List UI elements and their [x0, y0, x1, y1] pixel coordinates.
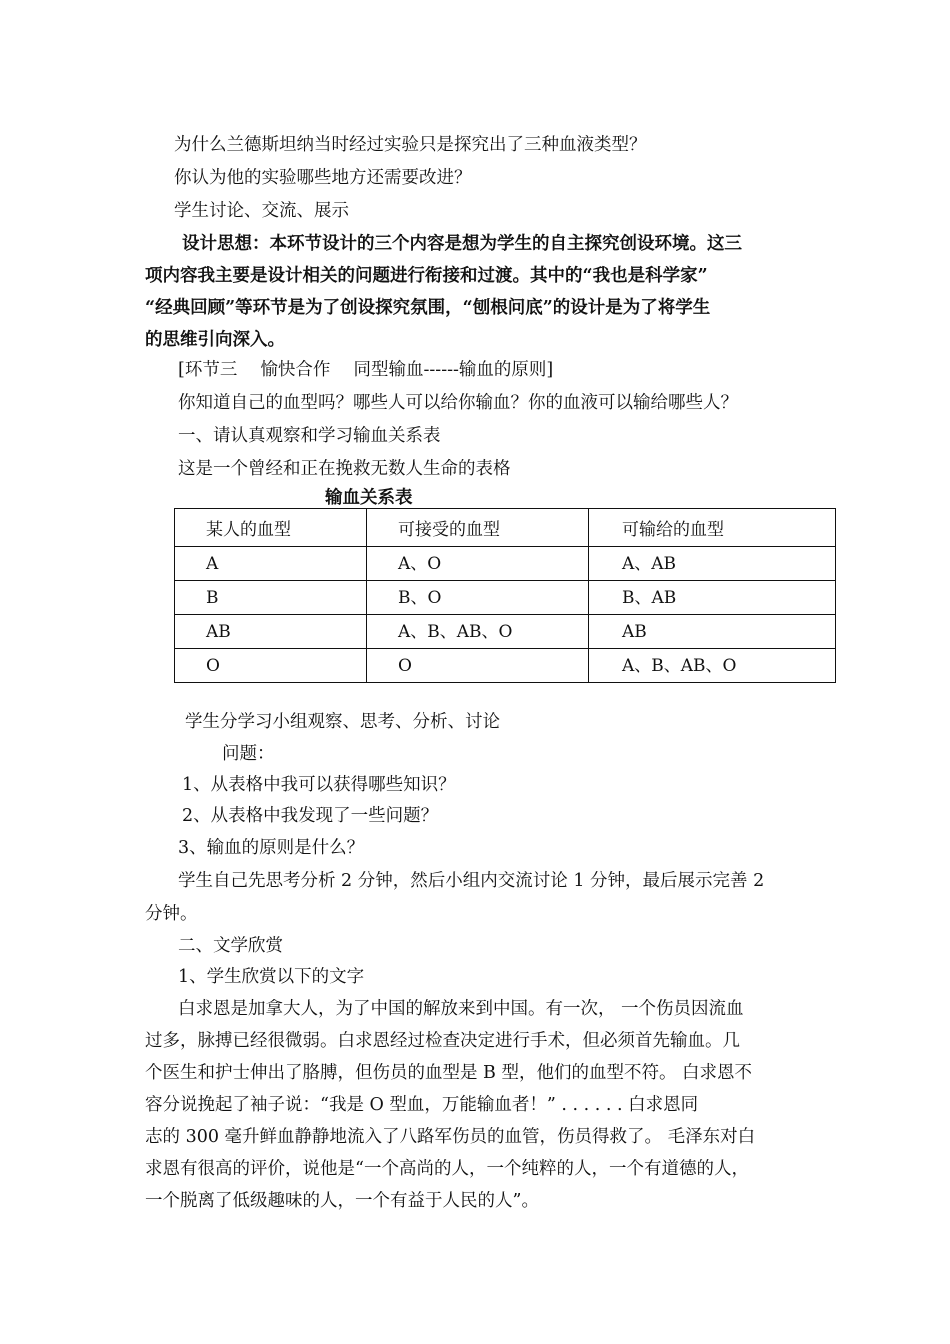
design-idea-text: “经典回顾”等环节是为了创设探究氛围，“刨根问底”的设计是为了将学生 [145, 298, 711, 318]
table-intro-text: 这是一个曾经和正在挽救无数人生命的表格 [178, 459, 511, 479]
paragraph-line: 过多，脉搏已经很微弱。白求恩经过检查决定进行手术，但必须首先输血。几 [145, 1031, 740, 1051]
table-title: 输血关系表 [325, 488, 413, 508]
table-cell: A、AB [589, 547, 836, 581]
activity-text: 学生分学习小组观察、思考、分析、讨论 [185, 712, 500, 732]
question-item: 3、输血的原则是什么？ [178, 838, 365, 858]
question-text: 你认为他的实验哪些地方还需要改进？ [174, 168, 472, 188]
table-row [175, 649, 836, 683]
design-idea-text: 项内容我主要是设计相关的问题进行衔接和过渡。其中的“我也是科学家” [145, 266, 708, 286]
question-item: 1、从表格中我可以获得哪些知识？ [182, 775, 456, 795]
table-row [175, 615, 836, 649]
table-cell: A、O [367, 547, 589, 581]
table-header-cell: 某人的血型 [175, 509, 367, 547]
step-heading: 一、请认真观察和学习输血关系表 [178, 426, 441, 446]
question-text: 你知道自己的血型吗？哪些人可以给你输血？你的血液可以输给哪些人？ [178, 393, 738, 413]
table-header-cell: 可接受的血型 [367, 509, 589, 547]
table-cell: A、B、AB、O [367, 615, 589, 649]
question-item: 2、从表格中我发现了一些问题？ [182, 806, 439, 826]
table-cell: B [175, 581, 367, 615]
paragraph-line: 志的 300 毫升鲜血静静地流入了八路军伤员的血管，伤员得救了。 毛泽东对白 [145, 1127, 756, 1147]
paragraph-line: 个医生和护士伸出了胳膊，但伤员的血型是 B 型，他们的血型不符。 白求恩不 [145, 1063, 753, 1083]
paragraph-line: 容分说挽起了袖子说：“我是 O 型血，万能输血者！” . . . . . . 白求恩同 [145, 1095, 699, 1115]
table-cell: A、B、AB、O [589, 649, 836, 683]
table-cell: AB [175, 615, 367, 649]
section-heading: 二、文学欣赏 [178, 936, 283, 956]
questions-label: 问题： [222, 744, 275, 764]
blood-transfusion-table [174, 508, 836, 683]
paragraph-line: 求恩有很高的评价，说他是“一个高尚的人，一个纯粹的人，一个有道德的人， [145, 1159, 749, 1179]
table-row [175, 547, 836, 581]
activity-text: 学生讨论、交流、展示 [174, 201, 349, 221]
table-cell: O [175, 649, 367, 683]
section-heading: [环节三 愉快合作 同型输血------输血的原则] [178, 360, 554, 380]
time-allocation-text: 分钟。 [145, 904, 198, 924]
design-idea-text: 设计思想：本环节设计的三个内容是想为学生的自主探究创设环境。这三 [182, 234, 742, 254]
design-idea-text: 的思维引向深入。 [145, 330, 285, 350]
table-cell: A [175, 547, 367, 581]
sub-heading: 1、学生欣赏以下的文字 [178, 967, 365, 987]
table-cell: B、AB [589, 581, 836, 615]
table-cell: B、O [367, 581, 589, 615]
time-allocation-text: 学生自己先思考分析 2 分钟，然后小组内交流讨论 1 分钟，最后展示完善 2 [178, 871, 765, 891]
table-row [175, 581, 836, 615]
table-cell: O [367, 649, 589, 683]
table-cell: AB [589, 615, 836, 649]
question-text: 为什么兰德斯坦纳当时经过实验只是探究出了三种血液类型？ [174, 135, 647, 155]
paragraph-line: 白求恩是加拿大人，为了中国的解放来到中国。有一次， 一个伤员因流血 [178, 999, 744, 1019]
paragraph-line: 一个脱离了低级趣味的人，一个有益于人民的人”。 [145, 1191, 539, 1211]
table-header-row [175, 509, 836, 547]
table-header-cell: 可输给的血型 [589, 509, 836, 547]
